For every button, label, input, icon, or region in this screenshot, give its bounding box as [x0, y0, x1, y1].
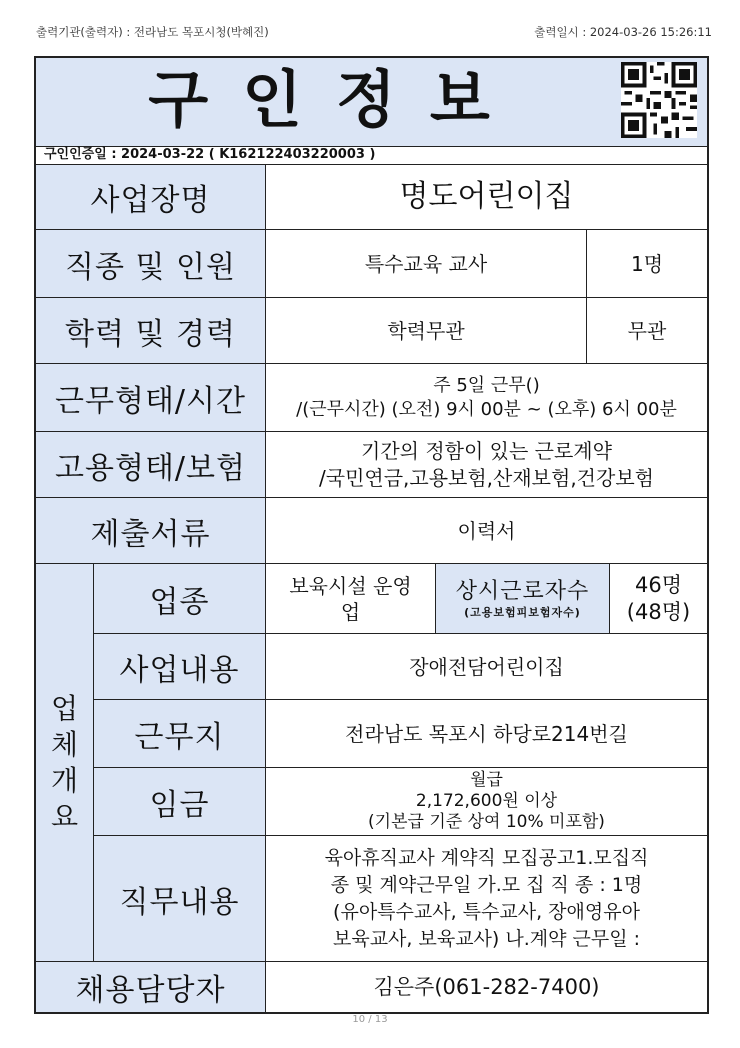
business-name-value: 명도어린이집 — [266, 164, 707, 230]
print-timestamp: 출력일시 : 2024-03-26 15:26:11 — [534, 25, 712, 39]
wage-line3: (기본급 기준 상여 10% 미포함) — [368, 812, 605, 832]
print-issuer: 출력기관(출력자) : 전라남도 목포시청(박혜진) — [36, 25, 269, 39]
certification-line: 구인인증일 : 2024-03-22 ( K162122403220003 ) — [44, 147, 376, 162]
workers-value — [610, 564, 707, 634]
business-name-label: 사업장명 — [36, 164, 266, 230]
duties-line: (유아특수교사, 특수교사, 장애영유아 — [333, 900, 640, 923]
job-count: 1명 — [587, 230, 707, 298]
title-area — [36, 58, 707, 147]
work-type-value — [266, 364, 707, 432]
workers-label — [436, 564, 610, 634]
job-label: 직종 및 인원 — [36, 230, 266, 298]
work-type-line2: /(근무시간) (오전) 9시 00분 ~ (오후) 6시 00분 — [296, 398, 677, 420]
industry-value — [266, 564, 436, 634]
wage-label: 임금 — [94, 768, 266, 836]
industry-line1: 보육시설 운영 — [289, 573, 412, 598]
business-content-label: 사업내용 — [94, 634, 266, 700]
employment-label: 고용형태/보험 — [36, 432, 266, 498]
duties-line: 종 및 계약근무일 가.모 집 직 종 : 1명 — [330, 873, 643, 896]
document-title: 구인정보 — [148, 63, 524, 136]
career-value: 무관 — [587, 298, 707, 364]
location-value: 전라남도 목포시 하당로214번길 — [266, 700, 707, 768]
employment-value — [266, 432, 707, 498]
location-label: 근무지 — [94, 700, 266, 768]
job-value: 특수교육 교사 — [266, 230, 587, 298]
job-info-sheet — [34, 56, 709, 1014]
duties-value — [266, 836, 707, 962]
overview-side-char: 업 — [50, 691, 79, 725]
workers-line1: 46명 — [634, 572, 682, 597]
contact-label: 채용담당자 — [36, 962, 266, 1012]
page-number: 10 / 13 — [352, 1014, 388, 1025]
wage-value — [266, 768, 707, 836]
industry-line2: 업 — [340, 599, 361, 624]
education-label: 학력 및 경력 — [36, 298, 266, 364]
overview-side-char: 개 — [50, 763, 79, 797]
duties-line: 육아휴직교사 계약직 모집공고1.모집직 — [324, 846, 649, 869]
overview-side-label — [36, 564, 94, 962]
documents-label: 제출서류 — [36, 498, 266, 564]
education-value: 학력무관 — [266, 298, 587, 364]
duties-line: 보육교사, 보육교사) 나.계약 근무일 : — [332, 927, 640, 950]
documents-value: 이력서 — [266, 498, 707, 564]
contact-value: 김은주(061-282-7400) — [266, 962, 707, 1012]
workers-label-main: 상시근로자수 — [455, 578, 590, 604]
overview-side-char: 체 — [50, 727, 79, 761]
workers-line2: (48명) — [626, 599, 691, 624]
employment-line2: /국민연금,고용보험,산재보험,건강보험 — [319, 465, 654, 490]
qr-code-icon — [621, 62, 697, 138]
wage-line2: 2,172,600원 이상 — [415, 791, 558, 811]
duties-label: 직무내용 — [94, 836, 266, 962]
work-type-label: 근무형태/시간 — [36, 364, 266, 432]
business-content-value: 장애전담어린이집 — [266, 634, 707, 700]
industry-label: 업종 — [94, 564, 266, 634]
workers-label-sub: (고용보험피보험자수) — [464, 605, 581, 619]
wage-line1: 월급 — [470, 770, 503, 790]
overview-side-char: 요 — [50, 799, 79, 833]
work-type-line1: 주 5일 근무() — [433, 374, 540, 396]
employment-line1: 기간의 정함이 있는 근로계약 — [361, 438, 612, 463]
